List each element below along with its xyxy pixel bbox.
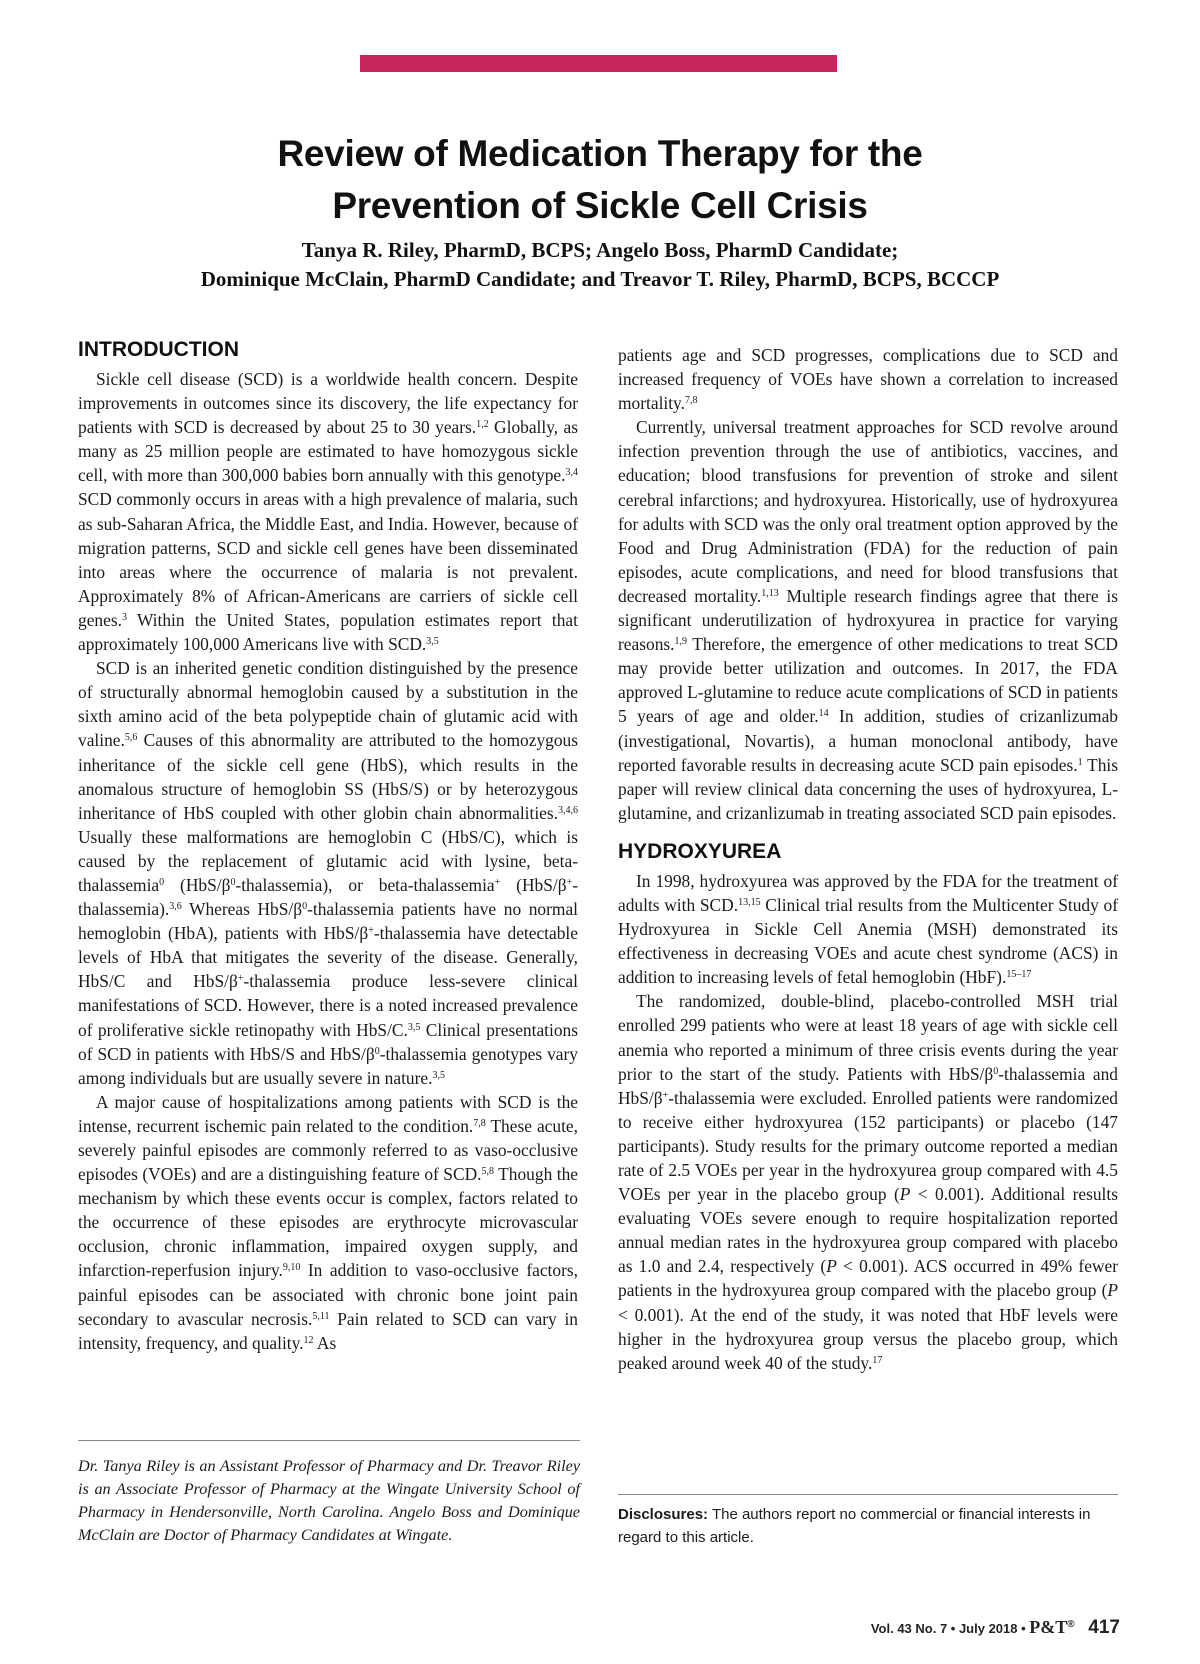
page-footer xyxy=(871,1617,1120,1639)
right-column xyxy=(618,343,1118,1375)
accent-bar xyxy=(360,55,837,72)
intro-paragraph-1: Sickle cell disease (SCD) is a worldwide health concern. Despite improvements in outcomes since its discovery, the life expectancy for patients with SCD is decreased by about 25 to 30 years.$^{1,2}$ Globally, as many as 25 million people are estimated to have homozygous sickle cell, with more than 300,000 babies born annually with this genotype.$^{3,4}$ SCD commonly occurs in areas with a high prevalence of malaria, such as sub-Saharan Africa, the Middle East, and India. However, because of migration patterns, SCD and sickle cell genes have been disseminated into areas where the occurrence of malaria is not prevalent. Approximately 8% of African-Americans are carriers of sickle cell genes.$^3$ Within the United States, population estimates report that approximately 100,000 Americans live with SCD.$^{3,5}$ xyxy=(78,369,578,655)
registered-mark: ® xyxy=(1067,1619,1075,1630)
title-line-1: Review of Medication Therapy for the xyxy=(277,133,923,174)
disclosures-text: The authors report no commercial or financial interests in regard to this article. xyxy=(618,1506,1091,1546)
author-affiliation-footnote: Dr. Tanya Riley is an Assistant Professor of Pharmacy and Dr. Treavor Riley is an Associate Professor of Pharmacy at the Wingate University School of Pharmacy in Hendersonville, North Carolina. Angelo Boss and Dominique McClain are Doctor of Pharmacy Candidates at Wingate. xyxy=(78,1440,580,1547)
hydroxyurea-paragraph-2: The randomized, double-blind, placebo-controlled MSH trial enrolled 299 patients who were at least 18 years of age with sickle cell anemia who reported a minimum of three crisis events during the year prior to the start of the study. Patients with HbS/$\beta^0$-thalassemia and HbS/β+-thalassemia were excluded. Enrolled patients were randomized to receive either hydroxyurea (152 participants) or placebo (147 participants). Study results for the primary outcome reported a median rate of 2.5 VOEs per year in the hydroxyurea group compared with 4.5 VOEs per year in the placebo group (P < 0.001). Additional results evaluating VOEs severe enough to require hospitalization reported annual median rates in the hydroxyurea group compared with placebo as 1.0 and 2.4, respectively (P < 0.001). ACS occurred in 49% fewer patients in the hydroxyurea group compared with the placebo group (P < 0.001). At the end of the study, it was noted that HbF levels were higher in the hydroxyurea group versus the placebo group, which peaked around week 40 of the study.$^{17}$ xyxy=(618,991,1119,1373)
article-title xyxy=(0,128,1200,232)
disclosures xyxy=(618,1494,1118,1549)
treatment-paragraph: Currently, universal treatment approaches for SCD revolve around infection prevention through the use of antibiotics, vaccines, and education; blood transfusions for prevention of stroke and silent cerebral infarctions; and hydroxyurea. Historically, use of hydroxyurea for adults with SCD was the only oral treatment option approved by the Food and Drug Administration (FDA) for the reduction of pain episodes, acute complications, and need for blood transfusions that decreased mortality.$^{1,13}$ Multiple research findings agree that there is significant underutilization of hydroxyurea in practice for varying reasons.$^{1,9}$ Therefore, the emergence of other medications to treat SCD may provide better utilization and outcomes. In 2017, the FDA approved L-glutamine to reduce acute complications of SCD in patients 5 years of age and older.$^{14}$ In addition, studies of crizanlizumab (investigational, Novartis), a human monoclonal antibody, have reported favorable results in decreasing acute SCD pain episodes.$^1$ This paper will review clinical data concerning the uses of hydroxyurea, L-glutamine, and crizanlizumab in treating associated SCD pain episodes. xyxy=(618,417,1119,823)
disclosures-label: Disclosures: xyxy=(618,1506,709,1523)
journal-name: P&T xyxy=(1029,1617,1068,1637)
author-list xyxy=(0,236,1200,294)
intro-paragraph-3: A major cause of hospitalizations among patients with SCD is the intense, recurrent ischemic pain related to the condition.$^{7,8}$ These acute, severely painful episodes are commonly referred to as vaso-occlusive episodes (VOEs) and are a distinguishing feature of SCD.$^{5,8}$ Though the mechanism by which these events occur is complex, factors related to the occurrence of these episodes are erythrocyte microvascular occlusion, chronic inflammation, impaired oxygen supply, and infarction-reperfusion injury.$^{9,10}$ In addition to vaso-occlusive factors, painful episodes can be associated with chronic bone joint pain secondary to avascular necrosis.$^{5,11}$ Pain related to SCD can vary in intensity, frequency, and quality.$^{12}$ As xyxy=(78,1091,579,1353)
authors-line-1: Tanya R. Riley, PharmD, BCPS; Angelo Boss, PharmD Candidate; xyxy=(301,238,899,262)
authors-line-2: Dominique McClain, PharmD Candidate; and Treavor T. Riley, PharmD, BCPS, BCCCP xyxy=(200,267,1000,291)
hydroxyurea-heading: HYDROXYUREA xyxy=(618,839,782,863)
page-number: 417 xyxy=(1088,1617,1120,1638)
issue-info: Vol. 43 No. 7 • July 2018 • xyxy=(870,1621,1026,1636)
hydroxyurea-paragraph-1: In 1998, hydroxyurea was approved by the FDA for the treatment of adults with SCD.$^{13,15}$ Clinical trial results from the Multicenter Study of Hydroxyurea in Sickle Cell Anemia (MSH) demonstrated its effectiveness in decreasing VOEs and acute chest syndrome (ACS) in addition to increasing levels of fetal hemoglobin (HbF).$^{15-17}$ xyxy=(618,870,1118,988)
continued-paragraph: patients age and SCD progresses, complications due to SCD and increased frequency of VOEs have shown a correlation to increased mortality.$^{7,8}$ xyxy=(618,345,1118,414)
introduction-heading: INTRODUCTION xyxy=(78,338,239,361)
intro-paragraph-2: SCD is an inherited genetic condition distinguished by the presence of structurally abnormal hemoglobin caused by a substitution in the sixth amino acid of the beta polypeptide chain of glutamic acid with valine.$^{5,6}$ Causes of this abnormality are attributed to the homozygous inheritance of the sickle cell gene (HbS), which results in the anomalous structure of hemoglobin SS (HbS/S) or by heterozygous inheritance of HbS coupled with other globin chain abnormalities.$^{3,4,6}$ Usually these malformations are hemoglobin C (HbS/C), which is caused by the replacement of glutamic acid with lysine, beta-thalassemia$^0$ $(HbS/\beta^0-thalassemia)$, or beta-thalassemia+ (HbS/β+-thalassemia).$^{3,6}$ Whereas HbS/$\beta^0$-thalassemia patients have no normal hemoglobin (HbA), patients with HbS/β+-thalassemia have detectable levels of HbA that mitigates the severity of the disease. Generally, HbS/C and HbS/β+-thalassemia produce less-severe clinical manifestations of SCD. However, there is a noted increased prevalence of proliferative sickle retinopathy with HbS/C.$^{3,5}$ Clinical presentations of SCD in patients with HbS/S and HbS/$\beta^0$-thalassemia genotypes vary among individuals but are usually severe in nature.$^{3,5}$ xyxy=(78,658,579,1088)
left-column xyxy=(78,337,578,1355)
title-line-2: Prevention of Sickle Cell Crisis xyxy=(332,185,868,226)
